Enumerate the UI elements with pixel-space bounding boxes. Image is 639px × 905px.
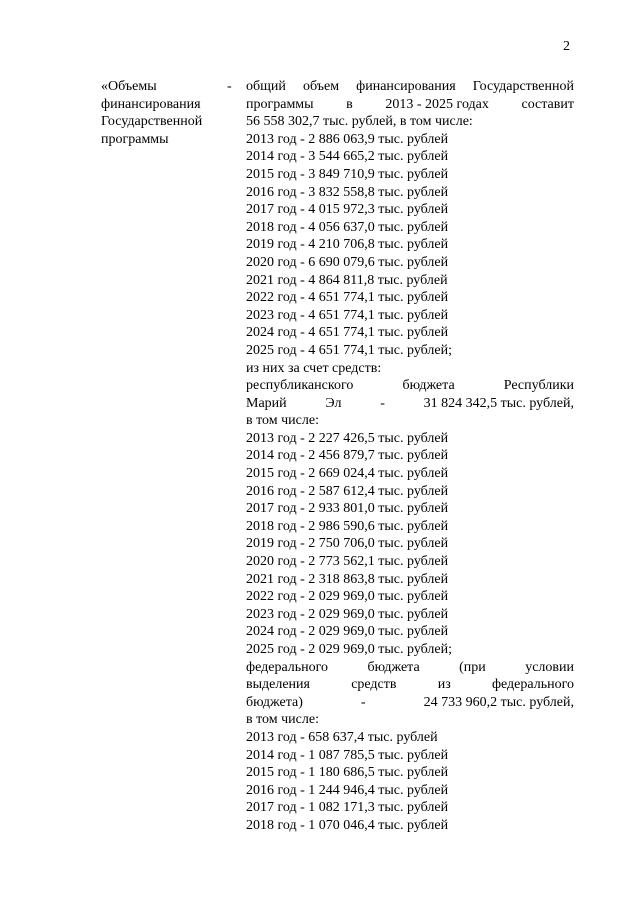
text-word: бюджета) xyxy=(246,694,303,710)
text-line: 56 558 302,7 тыс. рублей, в том числе: xyxy=(246,114,473,130)
text-line xyxy=(246,659,574,677)
text-line: 2013 год - 2 227 426,5 тыс. рублей xyxy=(246,430,449,446)
text-line xyxy=(246,694,574,712)
text-line: 2019 год - 2 750 706,0 тыс. рублей xyxy=(246,536,449,552)
text-line: в том числе: xyxy=(246,712,319,728)
text-line: 2014 год - 2 456 879,7 тыс. рублей xyxy=(246,448,449,464)
text-word: в xyxy=(346,96,353,112)
text-line: 2022 год - 4 651 774,1 тыс. рублей xyxy=(246,290,449,306)
text-word: 31 824 342,5 тыс. рублей, xyxy=(423,395,574,411)
page-number: 2 xyxy=(563,39,570,54)
text-line: 2024 год - 4 651 774,1 тыс. рублей xyxy=(246,325,449,341)
text-line: 2021 год - 4 864 811,8 тыс. рублей xyxy=(246,272,448,288)
text-line xyxy=(246,96,574,114)
text-word: из xyxy=(437,677,451,693)
text-word: составит xyxy=(521,96,574,112)
text-word: - xyxy=(380,395,385,411)
text-word: общий xyxy=(246,79,286,94)
text-word: условии xyxy=(525,659,574,675)
text-line: 2021 год - 2 318 863,8 тыс. рублей xyxy=(246,571,449,587)
text-word: (при xyxy=(459,659,486,675)
text-line: 2014 год - 3 544 665,2 тыс. рублей xyxy=(246,149,449,165)
label-line: финансирования xyxy=(101,96,201,112)
label-line: «Объемы xyxy=(101,79,157,94)
text-line xyxy=(246,78,574,96)
text-line: 2020 год - 6 690 079,6 тыс. рублей xyxy=(246,254,449,270)
text-line: 2023 год - 2 029 969,0 тыс. рублей xyxy=(246,606,449,622)
text-word: Республики xyxy=(503,378,574,394)
text-line: 2017 год - 2 933 801,0 тыс. рублей xyxy=(246,501,449,517)
text-word: бюджета xyxy=(367,659,420,675)
text-word: федерального xyxy=(246,659,329,675)
text-word: 24 733 960,2 тыс. рублей, xyxy=(423,694,574,710)
text-word: 2013 - 2025 годах xyxy=(385,96,489,112)
text-line: 2019 год - 4 210 706,8 тыс. рублей xyxy=(246,237,449,253)
text-line: 2015 год - 3 849 710,9 тыс. рублей xyxy=(246,166,449,182)
text-line: 2017 год - 4 015 972,3 тыс. рублей xyxy=(246,202,449,218)
label-line: программы xyxy=(101,131,169,147)
text-line: 2013 год - 2 886 063,9 тыс. рублей xyxy=(246,131,449,147)
text-line: 2018 год - 1 070 046,4 тыс. рублей xyxy=(246,817,449,833)
text-line: 2024 год - 2 029 969,0 тыс. рублей xyxy=(246,624,449,640)
text-line: 2016 год - 1 244 946,4 тыс. рублей xyxy=(246,782,449,798)
text-word: объем xyxy=(302,79,340,94)
text-line: 2020 год - 2 773 562,1 тыс. рублей xyxy=(246,554,449,570)
label-dash: - xyxy=(227,79,232,94)
text-line: 2015 год - 1 180 686,5 тыс. рублей xyxy=(246,765,449,781)
text-line xyxy=(246,676,574,694)
text-word: финансирования xyxy=(356,79,456,94)
text-line: из них за счет средств: xyxy=(246,360,382,376)
text-word: бюджета xyxy=(402,378,455,394)
text-word: - xyxy=(360,694,366,710)
text-line xyxy=(246,395,574,413)
text-line: 2025 год - 2 029 969,0 тыс. рублей; xyxy=(246,642,453,657)
text-line: 2018 год - 2 986 590,6 тыс. рублей xyxy=(246,518,449,534)
passport-field-label xyxy=(101,78,221,148)
text-word: программы xyxy=(246,96,314,112)
text-line: 2016 год - 2 587 612,4 тыс. рублей xyxy=(246,483,449,499)
text-line: 2018 год - 4 056 637,0 тыс. рублей xyxy=(246,219,449,235)
text-word: республиканского xyxy=(246,378,354,394)
text-word: выделения xyxy=(246,677,310,693)
text-line: 2015 год - 2 669 024,4 тыс. рублей xyxy=(246,466,449,482)
text-line: 2025 год - 4 651 774,1 тыс. рублей; xyxy=(246,342,453,358)
text-line xyxy=(246,377,574,395)
text-word: средств xyxy=(351,677,397,693)
text-line: в том числе: xyxy=(246,413,319,429)
label-line: Государственной xyxy=(101,114,203,130)
text-word: Эл xyxy=(325,395,342,411)
text-word: федерального xyxy=(491,677,574,693)
text-word: Государственной xyxy=(472,79,574,94)
text-line: 2022 год - 2 029 969,0 тыс. рублей xyxy=(246,589,449,605)
text-line: 2023 год - 4 651 774,1 тыс. рублей xyxy=(246,307,449,323)
text-line: 2013 год - 658 637,4 тыс. рублей xyxy=(246,729,438,745)
text-word: Марий xyxy=(246,395,287,411)
text-line: 2014 год - 1 087 785,5 тыс. рублей xyxy=(246,747,449,763)
financing-text xyxy=(246,78,574,835)
text-line: 2017 год - 1 082 171,3 тыс. рублей xyxy=(246,800,449,816)
text-line: 2016 год - 3 832 558,8 тыс. рублей xyxy=(246,184,449,200)
